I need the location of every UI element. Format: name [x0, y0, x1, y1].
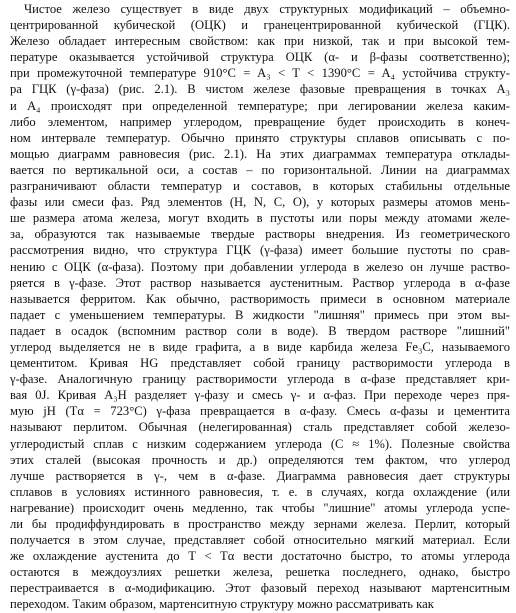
text-line: за, образуются так называемые твердые растворы внедрения. Из геометрического [10, 227, 510, 242]
text-line: остаются в междоузлиях решетки железа, решетка последнего, однако, быстро [10, 565, 510, 580]
text-line: переходом. Таким образом, мартенситную структуру можно рассматривать как [10, 597, 434, 612]
text-line: углеродистый сплав с низким содержанием углерода (C ≈ 1%). Полезные свойства [10, 436, 510, 451]
text-line: называется ферритом. Как обычно, растворимость примеси в основном материале [10, 291, 510, 306]
text-line: пературе оказывается устойчивой структура ОЦК (α- и β-фазы соответственно); [10, 50, 510, 65]
text-line: нагревание) происходит очень медленно, так чтобы "лишние" атомы углерода успе- [10, 500, 510, 515]
text-line: мую jH (Tα = 723°C) γ-фаза превращается в α-фазу. Смесь α-фазы и цементита [10, 404, 510, 419]
text-line: Железо обладает интересным свойством: как при низкой, так и при высокой тем- [10, 34, 510, 49]
text-line: γ-фазе. Аналогичную границу растворимости углерода в α-фазе представляет кри- [10, 372, 510, 387]
text-line: падает в осадок (вспомним раствор соли в воде). В твердом растворе "лишний" [10, 323, 510, 338]
text-line: Чистое железо существует в виде двух структурных модификаций – объемно- [24, 2, 510, 16]
text-line: углерод выделяется не в виде графита, а в виде карбида железа Fe₃C, называемого [10, 339, 510, 354]
text-line: ном интервале температур. Обычно принято структуры сплавов описывать с по- [10, 130, 510, 145]
text-line: цементитом. Кривая HG представляет собой границу растворимости углерода в [10, 356, 510, 371]
text-line: ше размера атома железа, могут входить в пустоты или поры между атомами желе- [10, 211, 510, 226]
text-line: мощью диаграмм равновесия (рис. 2.1). На этих диаграммах температура отклады- [10, 146, 510, 161]
text-line: же охлаждение аустенита до T < Tα вести достаточно быстро, то атомы углерода [10, 549, 510, 564]
text-line: ли бы продиффундировать в пространство между зернами железа. Перлит, который [10, 517, 510, 531]
text-line: сплавов в условиях истинного равновесия, т. е. в случаях, когда охлаждение (или [10, 484, 510, 499]
text-line: при промежуточной температуре 910°C = A₃ < T < 1390°C = A₄ устойчива структу- [10, 66, 510, 81]
text-line: этих сталей (высокая прочность и др.) определяются тем фактом, что углерод [10, 452, 510, 467]
text-line: перестраивается в α-модификацию. Этот фазовый переход называют мартенситным [10, 581, 510, 596]
text-line: падает с уменьшением температуры. В жидкости "лишняя" примесь при этом вы- [10, 307, 510, 322]
text-line: центрированной кубической (ОЦК) и гранецентрированной кубической (ГЦК). [10, 18, 510, 33]
text-line: ра ГЦК (γ-фаза) (рис. 2.1). В чистом железе фазовые превращения в точках A₃ [10, 82, 510, 97]
body-paragraph [10, 1, 510, 613]
text-line: вается по вертикальной оси, а состав – по горизонтальной. Линии на диаграммах [10, 162, 510, 177]
text-line: и A₄ происходят при определенной температуре; при легировании железа каким- [10, 98, 510, 113]
text-line: ряется в γ-фазе. Этот раствор называется аустенитным. Раствор углерода в α-фазе [10, 275, 510, 290]
text-line: нению с ОЦК (α-фаза). Поэтому при добавлении углерода в железо он лучше раство- [10, 259, 510, 274]
text-line: вая 0J. Кривая A₃H разделяет γ-фазу и смесь γ- и α-фаз. При переходе через пря- [10, 388, 510, 403]
text-line: называют перлитом. Обычная (нелегированная) сталь представляет собой железо- [10, 420, 510, 435]
text-line: рассмотрения видно, что структура ГЦК (γ-фаза) имеет большие пустоты по срав- [10, 243, 510, 258]
text-line: лучше растворяется в γ-, чем в α-фазе. Диаграмма равновесия дает структуры [10, 468, 510, 483]
text-line: разграничивают области температур и составов, в которых стабильны отдельные [10, 179, 510, 194]
text-line: либо элементом, например углеродом, превращение будет происходить в конеч- [10, 114, 510, 129]
text-line: фазы или смеси фаз. Ряд элементов (H, N, C, O), у которых размеры атомов мень- [10, 195, 510, 210]
text-line: получается в этом случае, представляет собой относительно мягкий материал. Если [10, 533, 510, 548]
